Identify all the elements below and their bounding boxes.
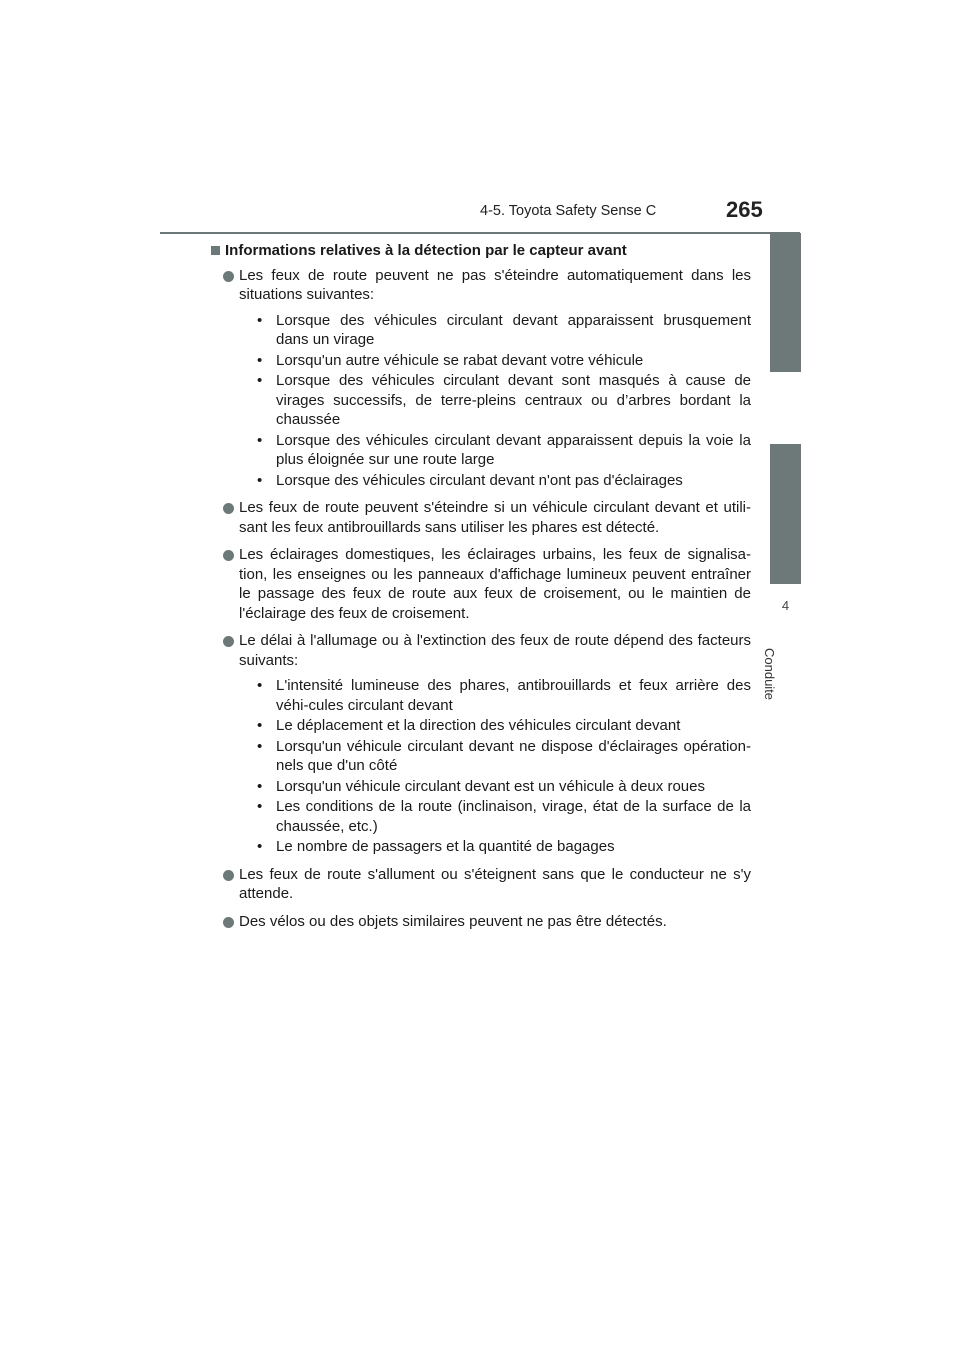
chapter-label: Conduite — [762, 648, 777, 701]
running-header-section: 4-5. Toyota Safety Sense C — [480, 203, 657, 219]
side-tab-top-block — [770, 233, 801, 372]
sub-list-item-text: Le déplacement et la direction des véhicules circulant devant — [276, 717, 681, 734]
sub-list-item — [239, 431, 751, 470]
sub-list-item-text: Lorsque des véhicules circulant devant apparaissent depuis la voie la plus éloignée sur une route large — [276, 431, 751, 468]
small-dot-icon: • — [257, 777, 263, 795]
bullet-text: Les éclairages domestiques, les éclairages urbains, les feux de signalisa-tion, les enseignes ou les panneaux d'affichage lumineux peuvent entraîner le passage des feux de route aux feux de croisement, ou le maintien de l'éclairage des feux de croisement. — [239, 546, 751, 622]
sub-list-item-text: Lorsque des véhicules circulant devant apparaissent brusquement dans un virage — [276, 311, 751, 348]
sub-list-item — [239, 676, 751, 715]
bullet-item — [214, 545, 751, 623]
sub-list-item-text: Lorsque des véhicules circulant devant n'ont pas d'éclairages — [276, 471, 683, 489]
small-dot-icon: • — [257, 737, 263, 755]
page-content — [214, 241, 751, 939]
bullet-text: Les feux de route s'allument ou s'éteignent sans que le conducteur ne s'y attende. — [239, 865, 751, 902]
round-bullet-icon — [223, 870, 234, 881]
small-dot-icon: • — [257, 471, 263, 489]
small-dot-icon: • — [257, 838, 263, 855]
small-dot-icon: • — [257, 717, 263, 734]
bullet-item — [214, 266, 751, 491]
bullet-list — [214, 266, 751, 932]
small-dot-icon: • — [257, 431, 263, 449]
sub-list-item-text: Lorsqu'un autre véhicule se rabat devant votre véhicule — [276, 351, 644, 369]
round-bullet-icon — [223, 550, 234, 561]
bullet-item — [214, 498, 751, 537]
bullet-item — [214, 865, 751, 904]
round-bullet-icon — [223, 503, 234, 514]
sub-list-item — [239, 311, 751, 350]
page-number: 265 — [726, 197, 763, 222]
bullet-text: Les feux de route peuvent s'éteindre si un véhicule circulant devant et utili-sant les feux antibrouillards sans utiliser les phares est détecté. — [239, 499, 751, 536]
sub-list-item — [239, 371, 751, 430]
sub-list-item-text: Le nombre de passagers et la quantité de bagages — [276, 838, 615, 855]
sub-list-item — [239, 837, 751, 857]
chapter-number: 4 — [781, 598, 790, 613]
square-bullet-icon — [211, 246, 220, 255]
sub-list-item-text: Lorsqu'un véhicule circulant devant est un véhicule à deux roues — [276, 777, 705, 795]
section-heading-text: Informations relatives à la détection par le capteur avant — [225, 242, 627, 259]
sub-list-item — [239, 471, 751, 491]
small-dot-icon: • — [257, 372, 263, 389]
sub-list-item — [239, 737, 751, 776]
bullet-item — [214, 631, 751, 857]
side-tab-chapter-block — [770, 444, 801, 584]
sub-list-item — [239, 716, 751, 736]
small-dot-icon: • — [257, 311, 263, 329]
small-dot-icon: • — [257, 798, 263, 815]
sub-list-item-text: Les conditions de la route (inclinaison, virage, état de la surface de la chaussée, etc.) — [276, 798, 751, 835]
sub-list-item-text: Lorsqu'un véhicule circulant devant ne dispose d'éclairages opération-nels que d'un côté — [276, 737, 751, 774]
bullet-text: Des vélos ou des objets similaires peuvent ne pas être détectés. — [239, 912, 667, 930]
header-divider — [160, 232, 800, 234]
round-bullet-icon — [223, 271, 234, 282]
sub-list-item — [239, 351, 751, 371]
section-heading — [211, 241, 751, 261]
bullet-item — [214, 912, 751, 932]
sub-list-item — [239, 797, 751, 836]
round-bullet-icon — [223, 917, 234, 928]
bullet-text: Les feux de route peuvent ne pas s'éteindre automatiquement dans les situations suivantes: — [239, 266, 751, 303]
bullet-text: Le délai à l'allumage ou à l'extinction des feux de route dépend des facteurs suivants: — [239, 632, 751, 669]
small-dot-icon: • — [257, 351, 263, 369]
sub-list — [239, 676, 751, 857]
sub-list-item-text: L'intensité lumineuse des phares, antibrouillards et feux arrière des véhi-cules circulant devant — [276, 677, 751, 714]
sub-list-item — [239, 777, 751, 797]
sub-list-item-text: Lorsque des véhicules circulant devant sont masqués à cause de virages successifs, de terre-pleins centraux ou d’arbres bordant la chaussée — [276, 372, 751, 428]
round-bullet-icon — [223, 636, 234, 647]
small-dot-icon: • — [257, 677, 263, 694]
sub-list — [239, 311, 751, 491]
